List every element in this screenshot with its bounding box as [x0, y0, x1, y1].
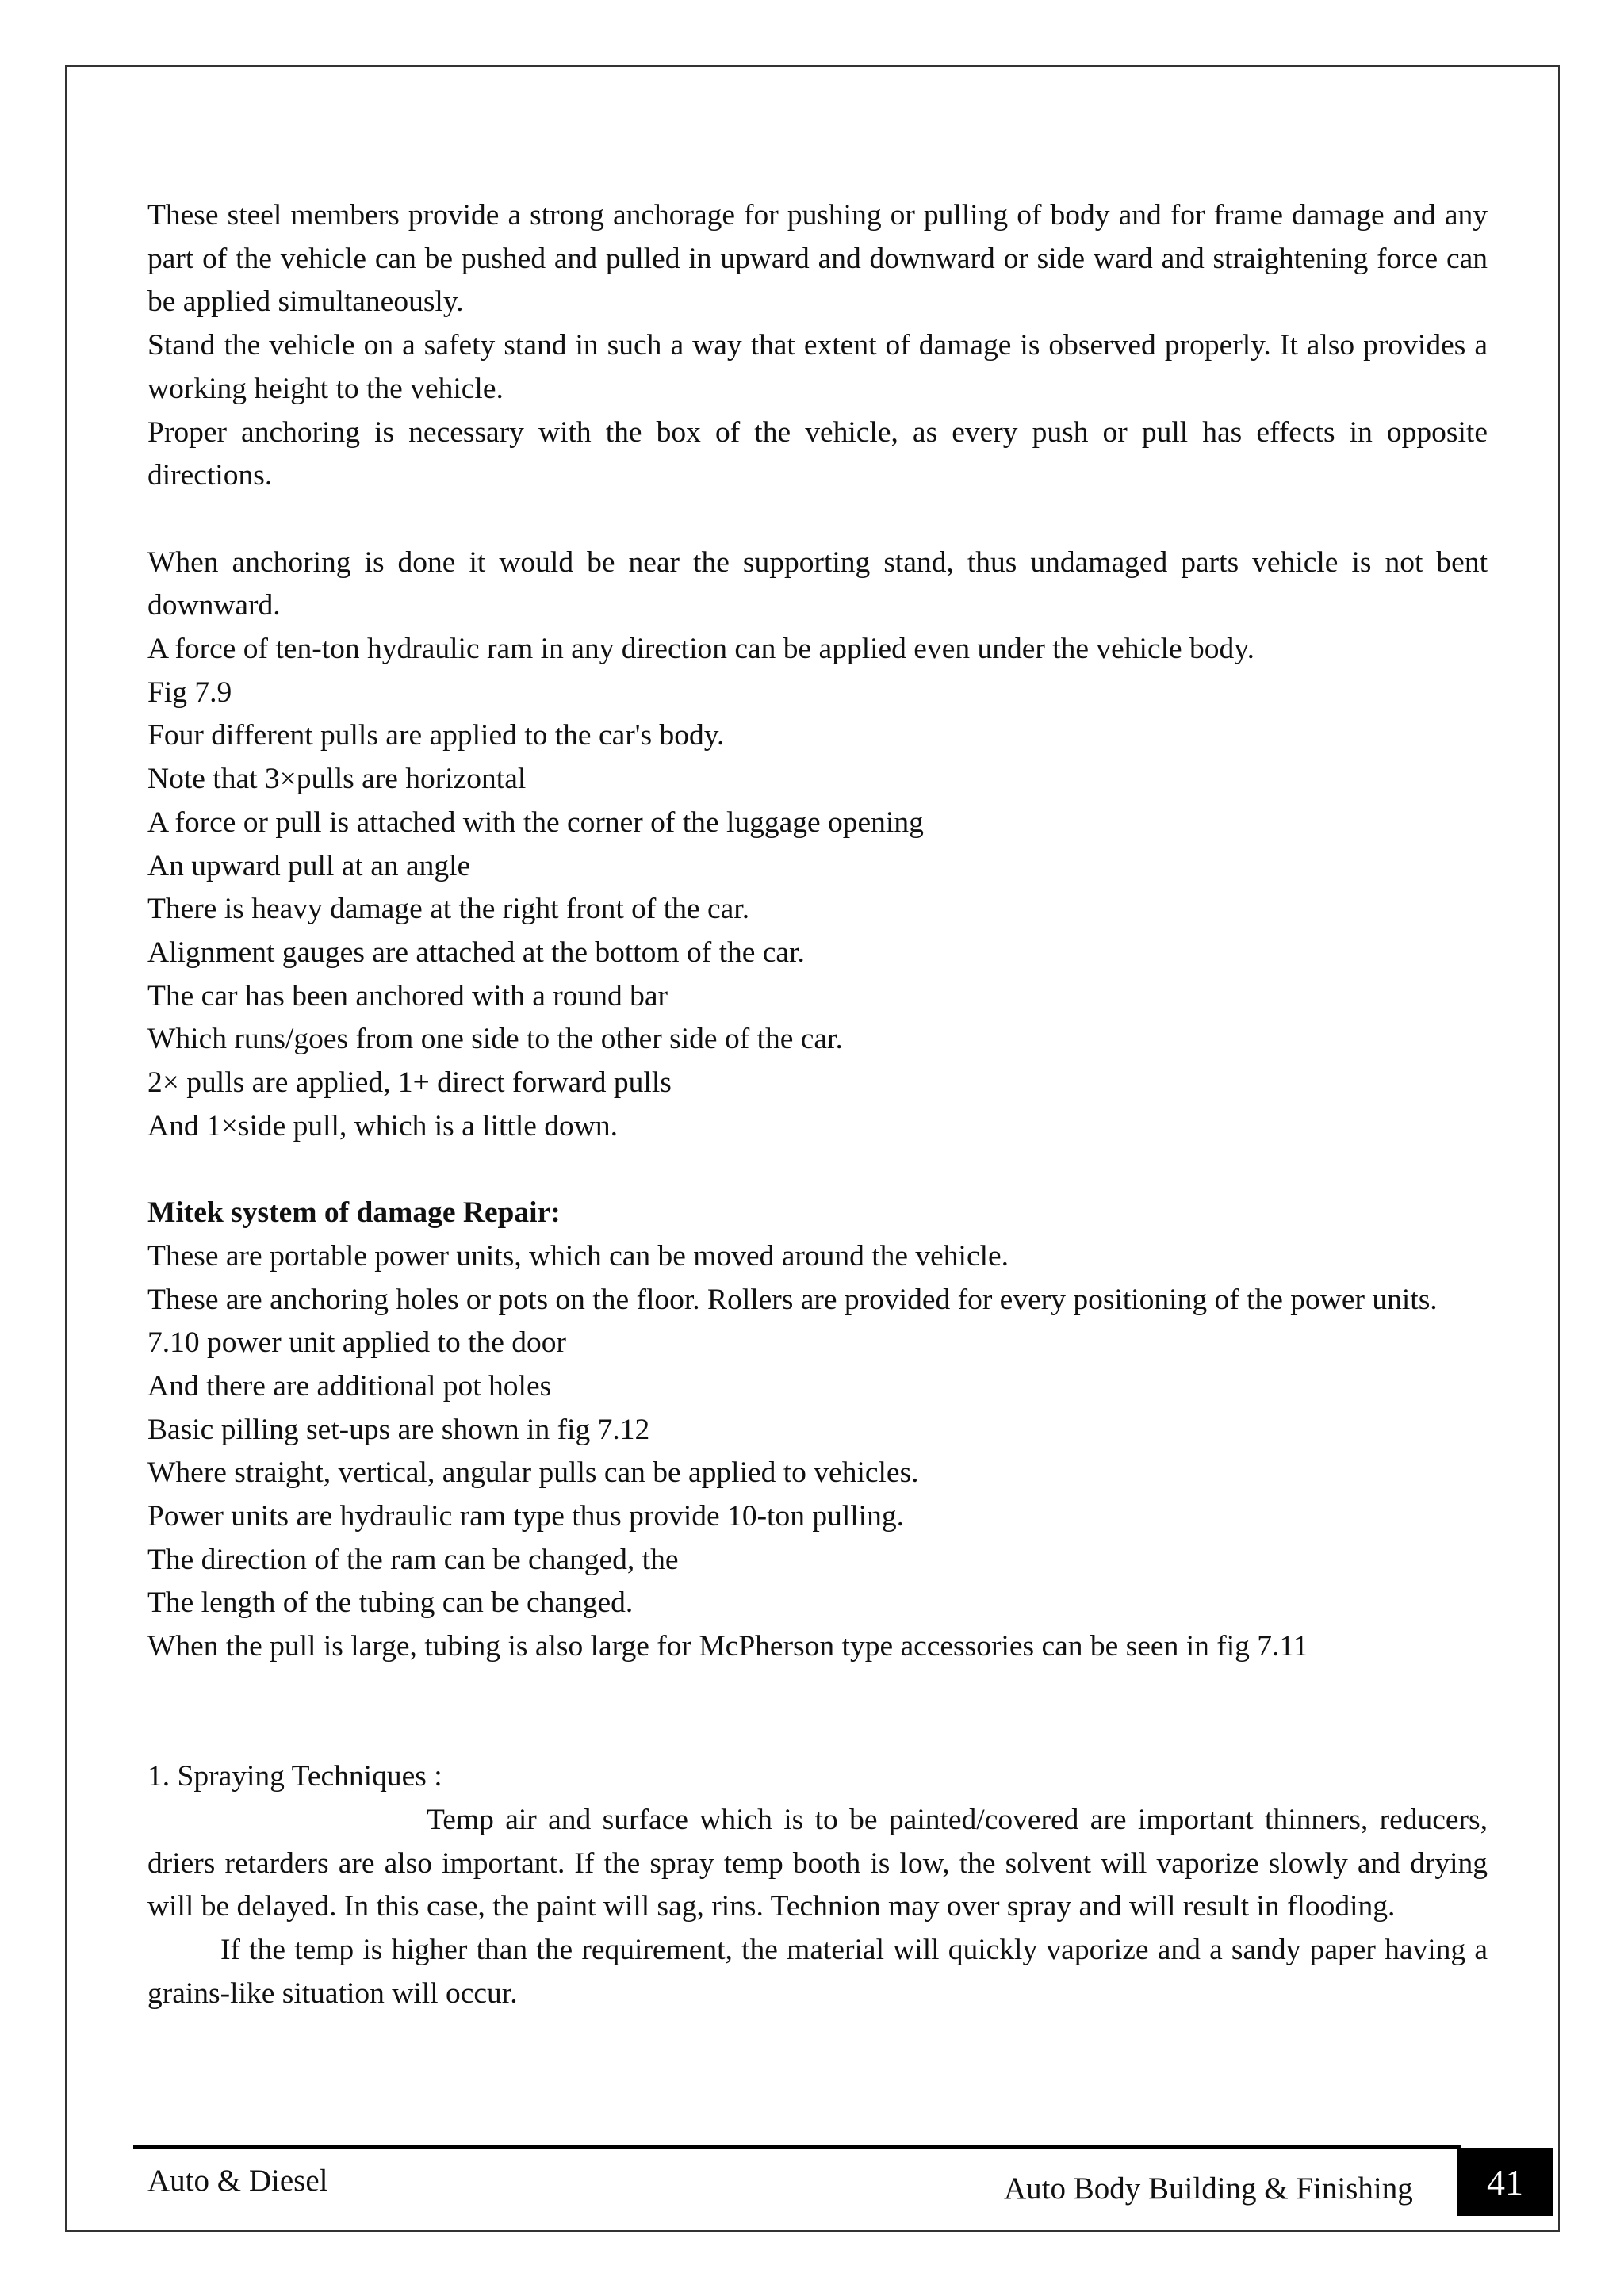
footer-left-text: Auto & Diesel	[147, 2164, 328, 2198]
body-line: And there are additional pot holes	[147, 1369, 552, 1402]
body-paragraph: Temp air and surface which is to be painted/covered are important thinners, reducers, driers retarders are also important. If the spray temp booth is low, the solvent will vaporize slowly and drying will be delayed. In this case, the paint will sag, rins. Technion may over spray and will result in flooding.	[147, 1803, 1488, 1923]
body-line: Four different pulls are applied to the car's body.	[147, 719, 725, 752]
body-line: These are portable power units, which can be moved around the vehicle.	[147, 1239, 1009, 1272]
page-body	[147, 194, 1488, 2015]
paragraph-gap	[147, 1712, 1488, 1756]
body-line: The direction of the ram can be changed, the	[147, 1543, 679, 1576]
body-paragraph: Proper anchoring is necessary with the box of the vehicle, as every push or pull has effects in opposite directions.	[147, 415, 1488, 492]
body-line: Which runs/goes from one side to the other side of the car.	[147, 1023, 843, 1056]
body-paragraph: These are anchoring holes or pots on the floor. Rollers are provided for every positioning of the power units.	[147, 1283, 1438, 1316]
body-line: Where straight, vertical, angular pulls can be applied to vehicles.	[147, 1456, 919, 1490]
body-line: 7.10 power unit applied to the door	[147, 1326, 567, 1360]
body-line: Power units are hydraulic ram type thus provide 10-ton pulling.	[147, 1500, 904, 1533]
body-line: The length of the tubing can be changed.	[147, 1586, 634, 1620]
footer-rule	[133, 2145, 1461, 2149]
body-line: The car has been anchored with a round bar	[147, 979, 668, 1012]
body-line: When the pull is large, tubing is also large for McPherson type accessories can be seen in fig 7.11	[147, 1630, 1308, 1663]
body-paragraph: Stand the vehicle on a safety stand in such a way that extent of damage is observed properly. It also provides a working height to the vehicle.	[147, 329, 1488, 405]
body-line: There is heavy damage at the right front of the car.	[147, 893, 750, 926]
body-line: A force or pull is attached with the corner of the luggage opening	[147, 806, 924, 839]
body-line: A force of ten-ton hydraulic ram in any direction can be applied even under the vehicle body.	[147, 633, 1254, 666]
body-line: 2× pulls are applied, 1+ direct forward pulls	[147, 1066, 672, 1100]
body-line: An upward pull at an angle	[147, 849, 471, 882]
section-heading-spraying: 1. Spraying Techniques :	[147, 1760, 442, 1793]
body-line: Basic pilling set-ups are shown in fig 7.12	[147, 1413, 650, 1446]
body-paragraph: These steel members provide a strong anchorage for pushing or pulling of body and for frame damage and any part of the vehicle can be pushed and pulled in upward and downward or side ward and straightening force can be applied simultaneously.	[147, 199, 1488, 319]
section-heading-mitek: Mitek system of damage Repair:	[147, 1196, 561, 1230]
paragraph-gap	[147, 1669, 1488, 1712]
body-line: Alignment gauges are attached at the bottom of the car.	[147, 936, 805, 969]
body-line: Note that 3×pulls are horizontal	[147, 763, 527, 796]
footer-right-text: Auto Body Building & Finishing	[1004, 2172, 1413, 2206]
body-paragraph: If the temp is higher than the requirement, the material will quickly vaporize and a sandy paper having a grains-like situation will occur.	[147, 1934, 1488, 2010]
paragraph-gap	[147, 498, 1488, 541]
page-number: 41	[1457, 2148, 1553, 2216]
figure-reference: Fig 7.9	[147, 675, 232, 709]
paragraph-gap	[147, 1148, 1488, 1192]
body-line: And 1×side pull, which is a little down.	[147, 1109, 618, 1142]
body-paragraph: When anchoring is done it would be near the supporting stand, thus undamaged parts vehicle is not bent downward.	[147, 545, 1488, 622]
